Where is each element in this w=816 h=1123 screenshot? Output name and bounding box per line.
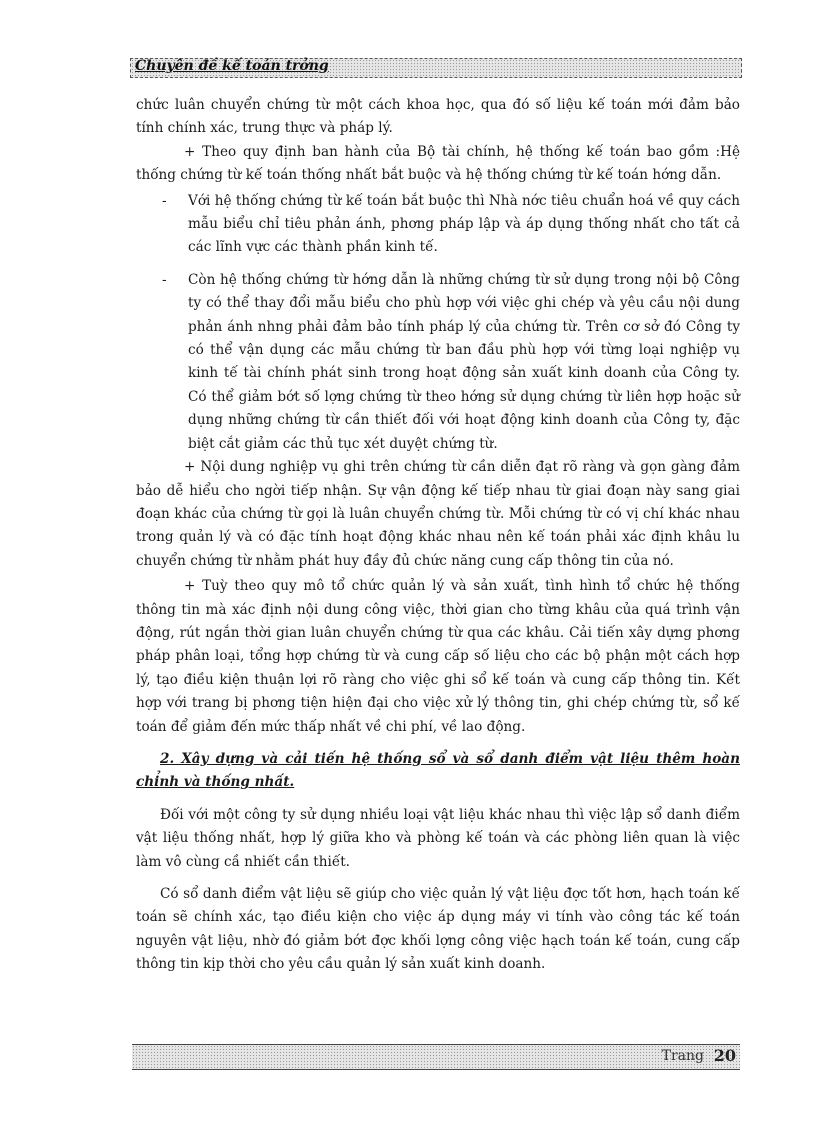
bullet-item-mandatory <box>136 190 740 260</box>
paragraph-continuation: chức luân chuyển chứng từ một cách khoa học, qua đó số liệu kế toán mới đảm bảo tính chính xác, trung thực và pháp lý. <box>136 97 740 137</box>
paragraph-catalog: Đối với một công ty sử dụng nhiều loại vật liệu khác nhau thì việc lập sổ danh điểm vật liệu thống nhất, hợp lý giữa kho và phòng kế toán và các phòng liên quan là việc làm vô cùng cầ nhiết cần thiết. <box>136 806 740 870</box>
document-body <box>136 94 740 977</box>
page-number: 20 <box>713 1046 736 1065</box>
paragraph-content: + Nội dung nghiệp vụ ghi trên chứng từ cần diễn đạt rõ ràng và gọn gàng đảm bảo dễ hiểu cho ngời tiếp nhận. Sự vận động kế tiếp nhau từ giai đoạn này sang giai đoạn khác của chứng từ gọi là luân chuyển chứng từ. Mỗi chứng từ có vị chí khác nhau trong quản lý và có đặc tính hoạt động khác nhau nên kế toán phải xác định khâu lu chuyển chứng từ nhằm phát huy đầy đủ chức năng cung cấp thông tin của nó. <box>136 459 740 569</box>
paragraph-benefits: Có sổ danh điểm vật liệu sẽ giúp cho việc quản lý vật liệu đợc tốt hơn, hạch toán kế toán sẽ chính xác, tạo điều kiện cho việc áp dụng máy vi tính vào công tác kế toán nguyên vật liệu, nhờ đó giảm bớt đợc khối lợng công việc hạch toán kế toán, cung cấp thông tin kịp thời cho yêu cầu quản lý sản xuất kinh doanh. <box>136 886 740 973</box>
section-heading: 2. Xây dựng và cải tiến hệ thống sổ và sổ danh điểm vật liệu thêm hoàn chỉnh và thống nhất. <box>136 750 740 791</box>
paragraph-scale: + Tuỳ theo quy mô tổ chức quản lý và sản xuất, tình hình tổ chức hệ thống thông tin mà xác định nội dung công việc, thời gian cho từng khâu của quá trình vận động, rút ngắn thời gian luân chuyển chứng từ qua các khâu. Cải tiến xây dựng phơng pháp phân loại, tổng hợp chứng từ và cung cấp số liệu cho các bộ phận một cách hợp lý, tạo điều kiện thuận lợi rõ ràng cho việc ghi sổ kế toán và cung cấp thông tin. Kết hợp với trang bị phơng tiện hiện đại cho việc xử lý thông tin, ghi chép chứng từ, sổ kế toán để giảm đến mức thấp nhất về chi phí, về lao động. <box>136 578 740 735</box>
page-label: Trang <box>661 1048 704 1064</box>
bullet-item-guidance <box>136 269 740 456</box>
header-title: Chuyên đề kế toán trởng <box>135 58 329 74</box>
bullet-text: Còn hệ thống chứng từ hớng dẫn là những chứng từ sử dụng trong nội bộ Công ty có thể thay đổi mẫu biểu cho phù hợp với việc ghi chép và yêu cầu nội dung phản ánh nhng phải đảm bảo tính pháp lý của chứng từ. Trên cơ sở đó Công ty có thể vận dụng các mẫu chứng từ ban đầu phù hợp với từng loại nghiệp vụ kinh tế tài chính phát sinh trong hoạt động sản xuất kinh doanh của Công ty. Có thể giảm bớt số lợng chứng từ theo hớng sử dụng chứng từ liên hợp hoặc sử dụng những chứng từ cần thiết đối với hoạt động kinh doanh của Công ty, đặc biệt cắt giảm các thủ tục xét duyệt chứng từ. <box>188 271 740 452</box>
paragraph-regulation: + Theo quy định ban hành của Bộ tài chính, hệ thống kế toán bao gồm :Hệ thống chứng từ kế toán thống nhất bắt buộc và hệ thống chứng từ kế toán hớng dẫn. <box>136 143 740 184</box>
page-footer <box>132 1044 740 1070</box>
bullet-text: Với hệ thống chứng từ kế toán bắt buộc thì Nhà nớc tiêu chuẩn hoá về quy cách mẫu biểu chỉ tiêu phản ánh, phơng pháp lập và áp dụng thống nhất cho tất cả các lĩnh vực các thành phần kinh tế. <box>188 192 740 256</box>
bullet-dash: - <box>162 192 167 209</box>
bullet-dash: - <box>162 271 167 288</box>
page-header <box>130 58 742 78</box>
